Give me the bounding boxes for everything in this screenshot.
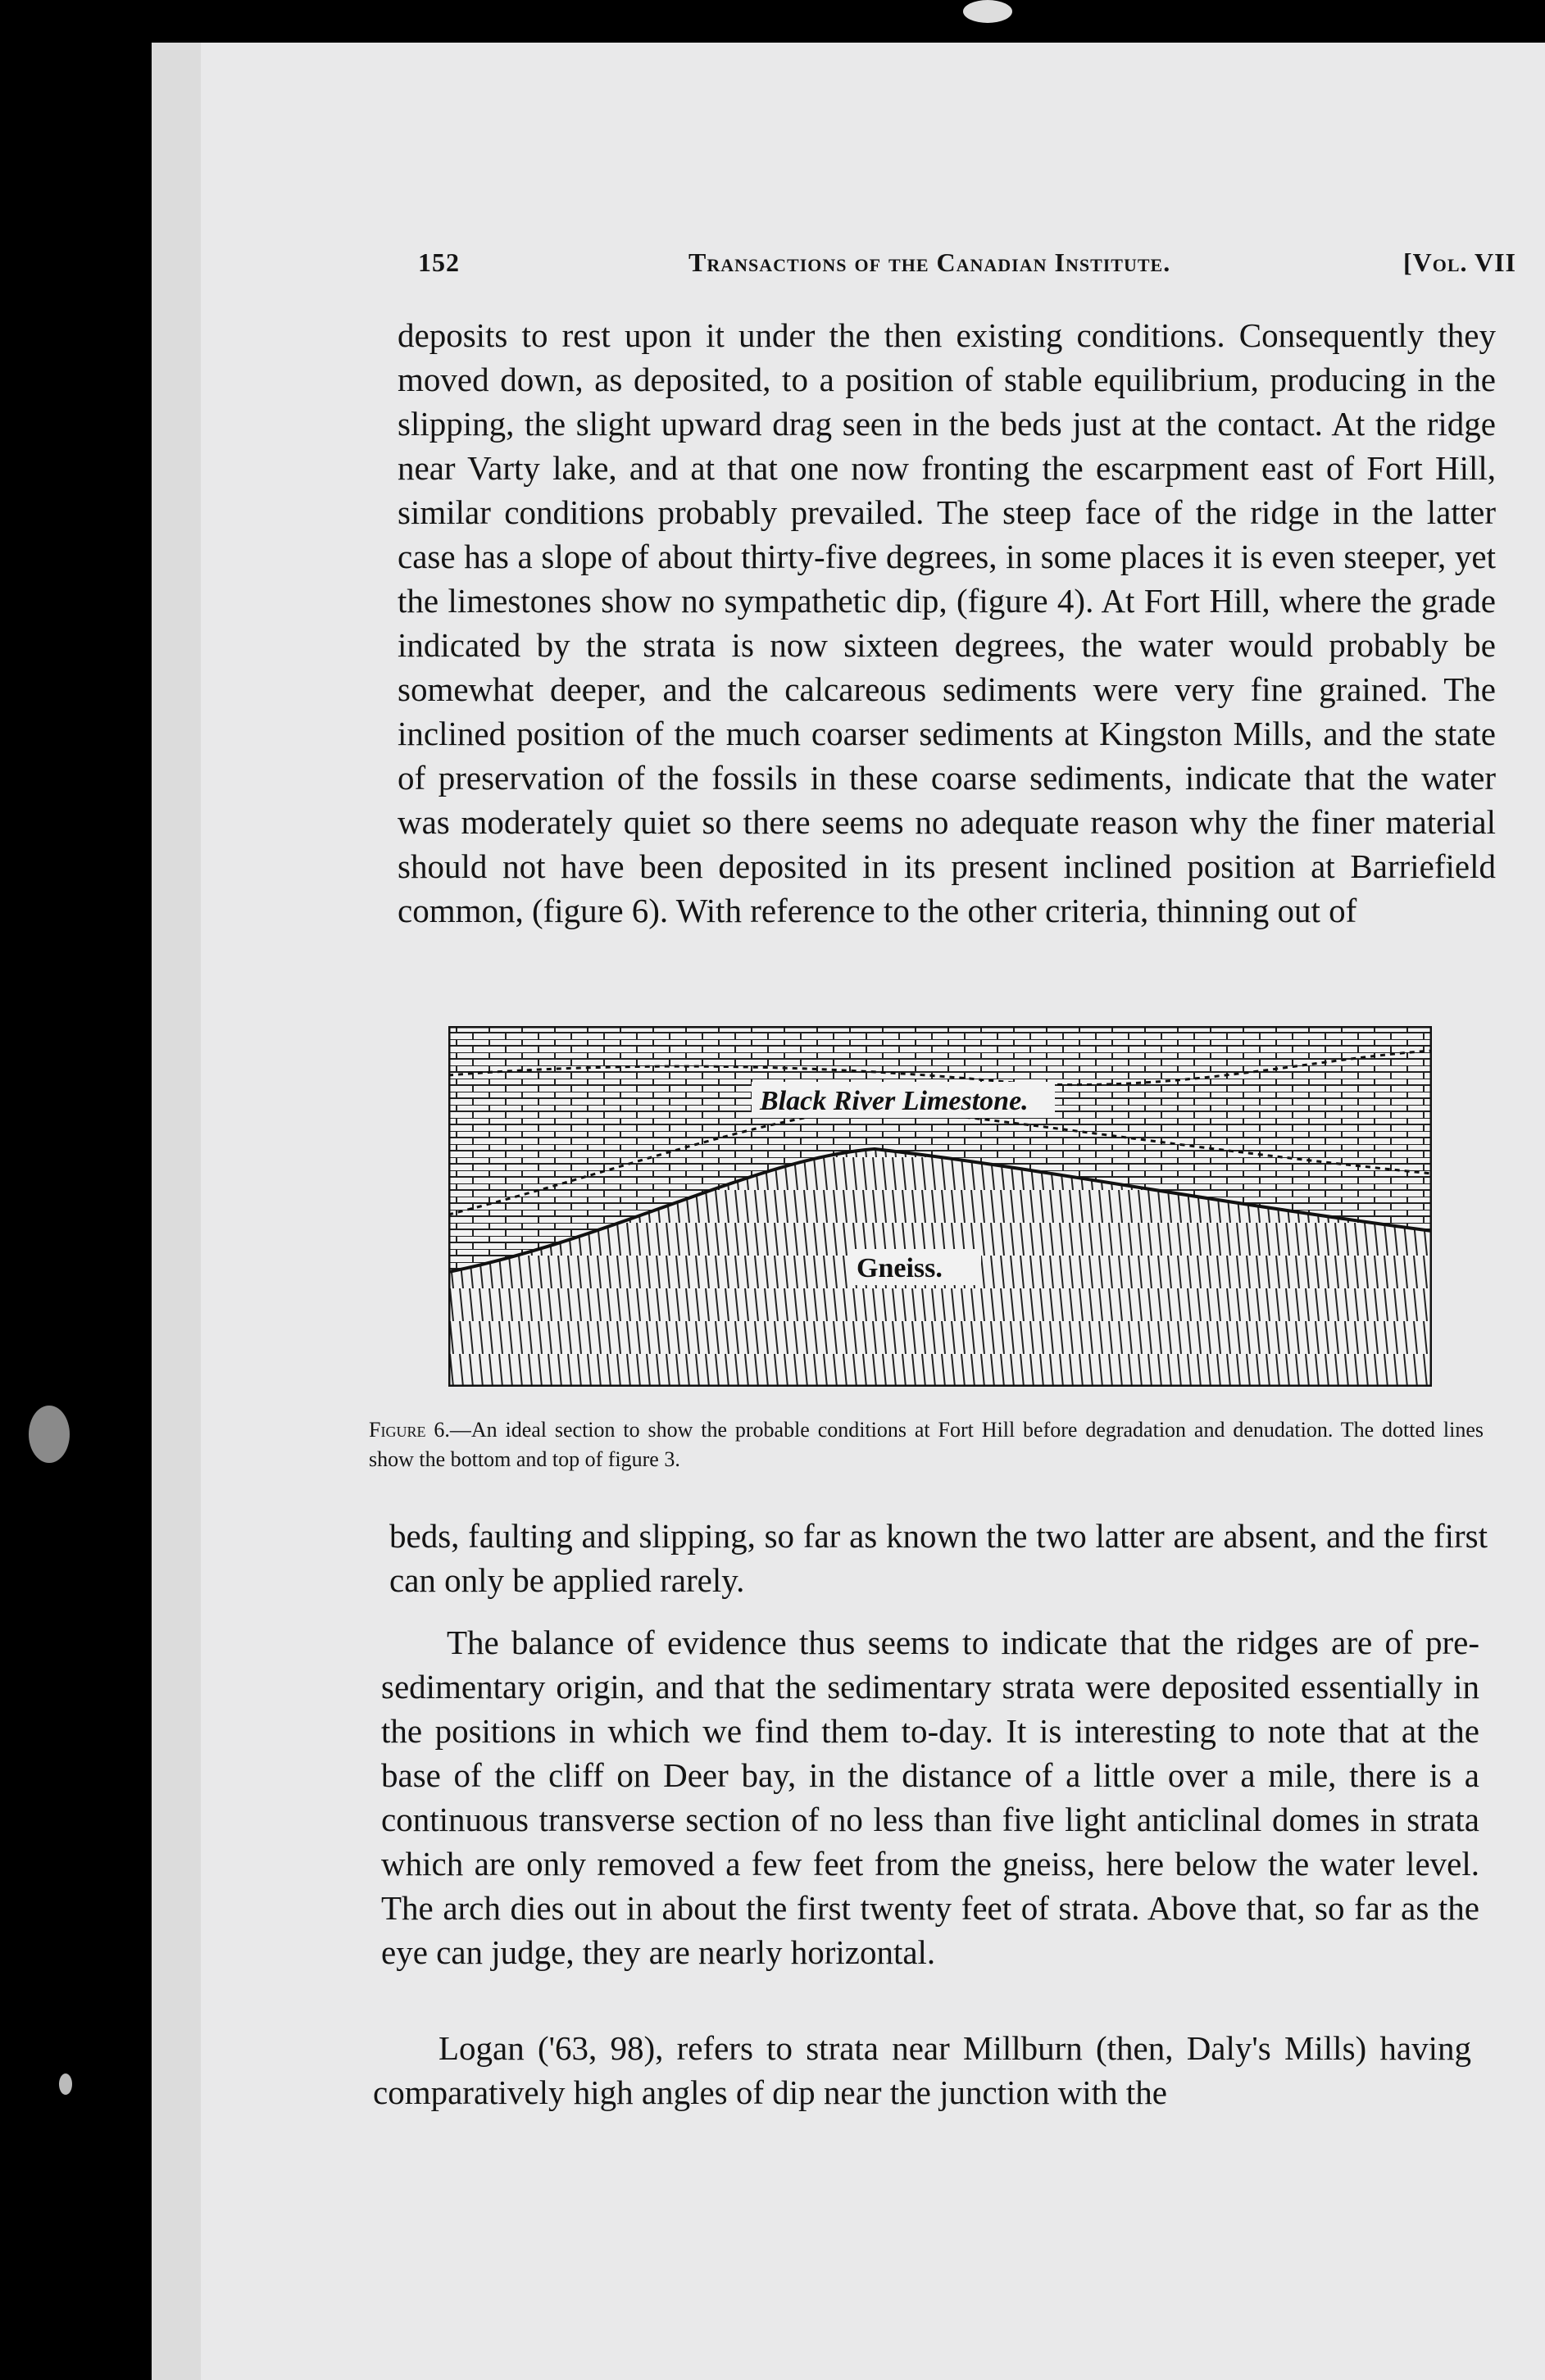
figure-caption — [369, 1415, 1484, 1474]
figure-6 — [448, 1026, 1432, 1387]
scanned-page — [152, 43, 1545, 2380]
limestone-label: Black River Limestone. — [760, 1086, 1029, 1116]
volume-label: [Vol. VII — [1403, 248, 1516, 277]
scan-artifact-spot — [59, 2073, 72, 2095]
running-header — [418, 248, 1516, 297]
caption-text: —An ideal section to show the probable conditions at Fort Hill before degradation and denudation. The dotted lines show the bottom and top of figure 3. — [369, 1418, 1484, 1471]
paragraph-1: deposits to rest upon it under the then existing conditions. Consequently they moved down, as deposited, to a position of stable equilibrium, producing in the slipping, the slight upward drag seen in the beds just at the contact. At the ridge near Varty lake, and at that one now fronting the escarpment east of Fort Hill, similar conditions probably prevailed. The steep face of the ridge in the latter case has a slope of about thirty-five degrees, in some places it is even steeper, yet the limestones show no sympathetic dip, (figure 4). At Fort Hill, where the grade indicated by the strata is now sixteen degrees, the water would probably be somewhat deeper, and the calcareous sediments were very fine grained. The inclined position of the much coarser sediments at Kingston Mills, and the state of preservation of the fossils in these coarse sediments, indicate that the water was moderately quiet so there seems no adequate reason why the finer material should not have been deposited in its present inclined position at Barriefield common, (figure 6). With reference to the other criteria, thinning out of — [398, 316, 1496, 929]
page-binding-shadow — [152, 43, 201, 2380]
paragraph-3: The balance of evidence thus seems to indicate that the ridges are of pre-sedimentary origin, and that the sedimentary strata were deposited essentially in the positions in which we find them to-day. It is interesting to note that at the base of the cliff on Deer bay, in the distance of a little over a mile, there is a continuous transverse section of no less than five light anticlinal domes in strata which are only removed a few feet from the gneiss, here below the water level. The arch dies out in about the first twenty feet of strata. Above that, so far as the eye can judge, they are nearly horizontal. — [381, 1624, 1479, 1971]
page-number: 152 — [418, 248, 460, 277]
gneiss-label: Gneiss. — [857, 1253, 943, 1283]
journal-title: Transactions of the Canadian Institute. — [688, 248, 1171, 277]
paragraph-4: Logan ('63, 98), refers to strata near Millburn (then, Daly's Mills) having comparatively high angles of dip near the junction with the — [373, 2029, 1471, 2111]
paragraph-2: beds, faulting and slipping, so far as known the two latter are absent, and the first can only be applied rarely. — [389, 1517, 1488, 1599]
scan-artifact-spot — [963, 0, 1012, 23]
caption-label: Figure 6. — [369, 1418, 450, 1442]
scan-artifact-spot — [29, 1406, 70, 1463]
geological-section-diagram — [448, 1026, 1432, 1387]
